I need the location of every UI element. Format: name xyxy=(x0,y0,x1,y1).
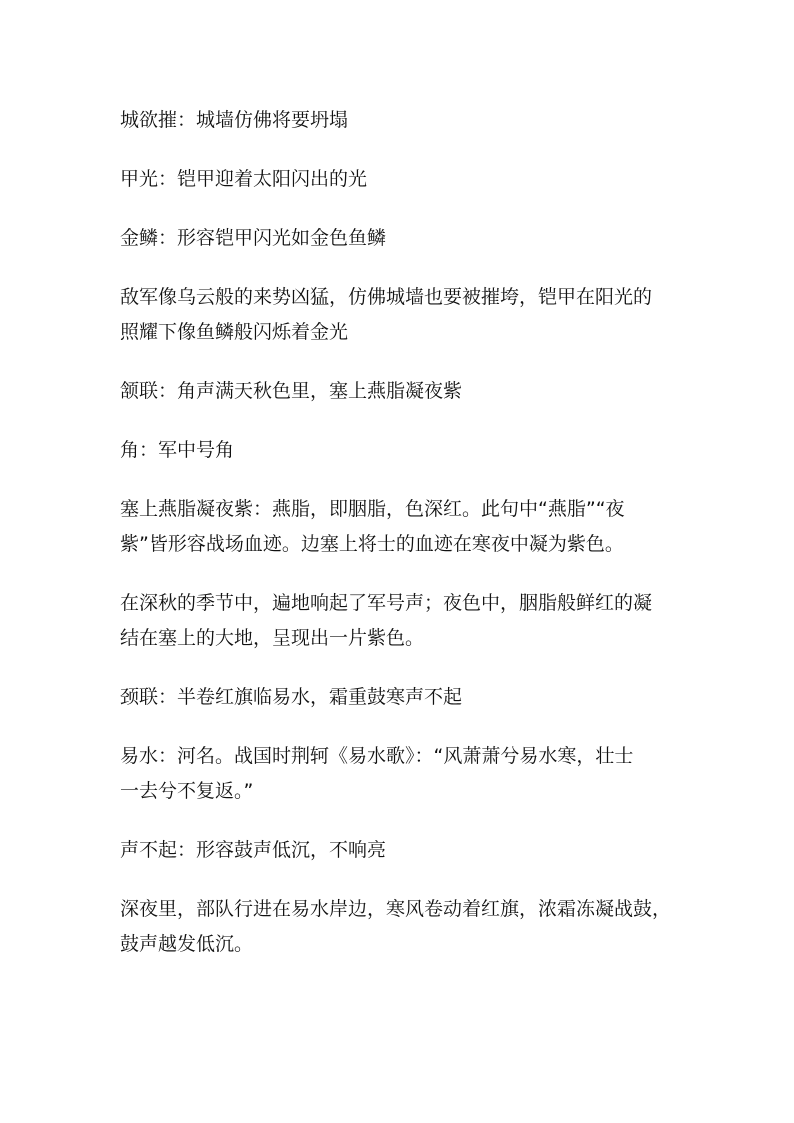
paragraph-6 xyxy=(120,433,680,468)
paragraph-line: 易水：河名。战国时荆轲《易水歌》：“风萧萧兮易水寒，壮士 xyxy=(120,745,634,767)
paragraph-line: 结在塞上的大地，呈现出一片紫色。 xyxy=(120,627,425,649)
paragraph-line: 鼓声越发低沉。 xyxy=(120,933,254,955)
paragraph-line: 深夜里，部队行进在易水岸边，寒风卷动着红旗，浓霜冻凝战鼓， xyxy=(120,898,672,920)
paragraph-line: 城欲摧：城墙仿佛将要坍塌 xyxy=(120,109,349,131)
paragraph-line: 敌军像乌云般的来势凶猛，仿佛城墙也要被摧垮，铠甲在阳光的 xyxy=(120,286,653,308)
paragraph-8 xyxy=(120,586,680,656)
paragraph-11 xyxy=(120,833,680,868)
paragraph-line: 紫”皆形容战场血迹。边塞上将士的血迹在寒夜中凝为紫色。 xyxy=(120,533,624,555)
paragraph-3 xyxy=(120,221,680,256)
paragraph-1 xyxy=(120,103,680,138)
document-body xyxy=(120,103,680,986)
paragraph-line: 一去兮不复返。” xyxy=(120,780,254,802)
paragraph-line: 颈联：半卷红旗临易水，霜重鼓寒声不起 xyxy=(120,686,463,708)
paragraph-9 xyxy=(120,680,680,715)
paragraph-line: 甲光：铠甲迎着太阳闪出的光 xyxy=(120,168,368,190)
paragraph-line: 声不起：形容鼓声低沉，不响亮 xyxy=(120,839,387,861)
paragraph-4 xyxy=(120,280,680,350)
paragraph-line: 颔联：角声满天秋色里，塞上燕脂凝夜紫 xyxy=(120,380,463,402)
paragraph-line: 塞上燕脂凝夜紫：燕脂，即胭脂，色深红。此句中“燕脂”“夜 xyxy=(120,498,625,520)
paragraph-line: 金鳞：形容铠甲闪光如金色鱼鳞 xyxy=(120,227,387,249)
paragraph-12 xyxy=(120,892,680,962)
paragraph-7 xyxy=(120,492,680,562)
paragraph-line: 在深秋的季节中，遍地响起了军号声；夜色中，胭脂般鲜红的凝 xyxy=(120,592,653,614)
paragraph-2 xyxy=(120,162,680,197)
paragraph-line: 照耀下像鱼鳞般闪烁着金光 xyxy=(120,321,349,343)
paragraph-10 xyxy=(120,739,680,809)
paragraph-line: 角：军中号角 xyxy=(120,439,235,461)
paragraph-5 xyxy=(120,374,680,409)
